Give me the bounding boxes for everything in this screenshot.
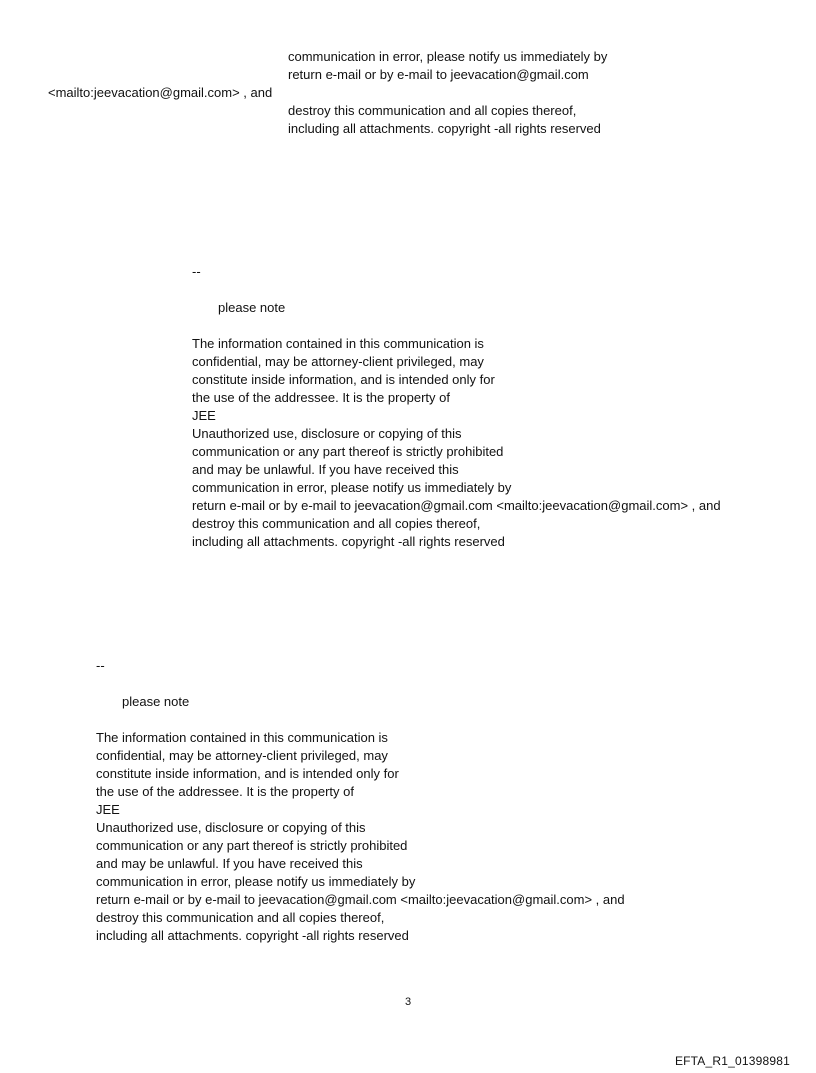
notice-line: destroy this communication and all copies thereof, (192, 516, 481, 531)
notice-line: Unauthorized use, disclosure or copying of this (192, 426, 462, 441)
notice-block-bottom (96, 657, 625, 945)
notice-line: communication or any part thereof is strictly prohibited (96, 838, 408, 853)
top-line-4: destroy this communication and all copies thereof, (288, 103, 577, 118)
notice-line: and may be unlawful. If you have received this (96, 856, 363, 871)
notice-line: destroy this communication and all copies thereof, (96, 910, 385, 925)
notice-line: confidential, may be attorney-client privileged, may (96, 748, 388, 763)
top-line-2: return e-mail or by e-mail to jeevacation@gmail.com (288, 67, 589, 82)
notice-block-middle (192, 263, 721, 551)
notice-line: return e-mail or by e-mail to jeevacation@gmail.com <mailto:jeevacation@gmail.com> , and (192, 498, 721, 513)
top-line-1: communication in error, please notify us immediately by (288, 49, 608, 64)
notice-line: including all attachments. copyright -all rights reserved (96, 928, 409, 943)
notice-line: constitute inside information, and is intended only for (192, 372, 495, 387)
notice-line: communication in error, please notify us immediately by (192, 480, 512, 495)
notice-line: communication or any part thereof is strictly prohibited (192, 444, 504, 459)
document-id: EFTA_R1_01398981 (674, 1054, 790, 1068)
notice-line: JEE (96, 802, 120, 817)
page-number: 3 (404, 996, 412, 1008)
separator: -- (96, 658, 105, 673)
notice-line: the use of the addressee. It is the property of (192, 390, 450, 405)
notice-line: The information contained in this communication is (96, 730, 388, 745)
notice-heading: please note (122, 694, 190, 709)
top-line-3: <mailto:jeevacation@gmail.com> , and (48, 85, 273, 100)
notice-line: the use of the addressee. It is the property of (96, 784, 354, 799)
top-line-5: including all attachments. copyright -all rights reserved (288, 121, 601, 136)
notice-line: return e-mail or by e-mail to jeevacation@gmail.com <mailto:jeevacation@gmail.com> , and (96, 892, 625, 907)
separator: -- (192, 264, 201, 279)
notice-line: constitute inside information, and is intended only for (96, 766, 399, 781)
notice-line: JEE (192, 408, 216, 423)
notice-line: including all attachments. copyright -all rights reserved (192, 534, 505, 549)
notice-line: confidential, may be attorney-client privileged, may (192, 354, 484, 369)
notice-line: Unauthorized use, disclosure or copying of this (96, 820, 366, 835)
notice-line: communication in error, please notify us immediately by (96, 874, 416, 889)
notice-line: and may be unlawful. If you have received this (192, 462, 459, 477)
notice-heading: please note (218, 300, 286, 315)
notice-line: The information contained in this communication is (192, 336, 484, 351)
